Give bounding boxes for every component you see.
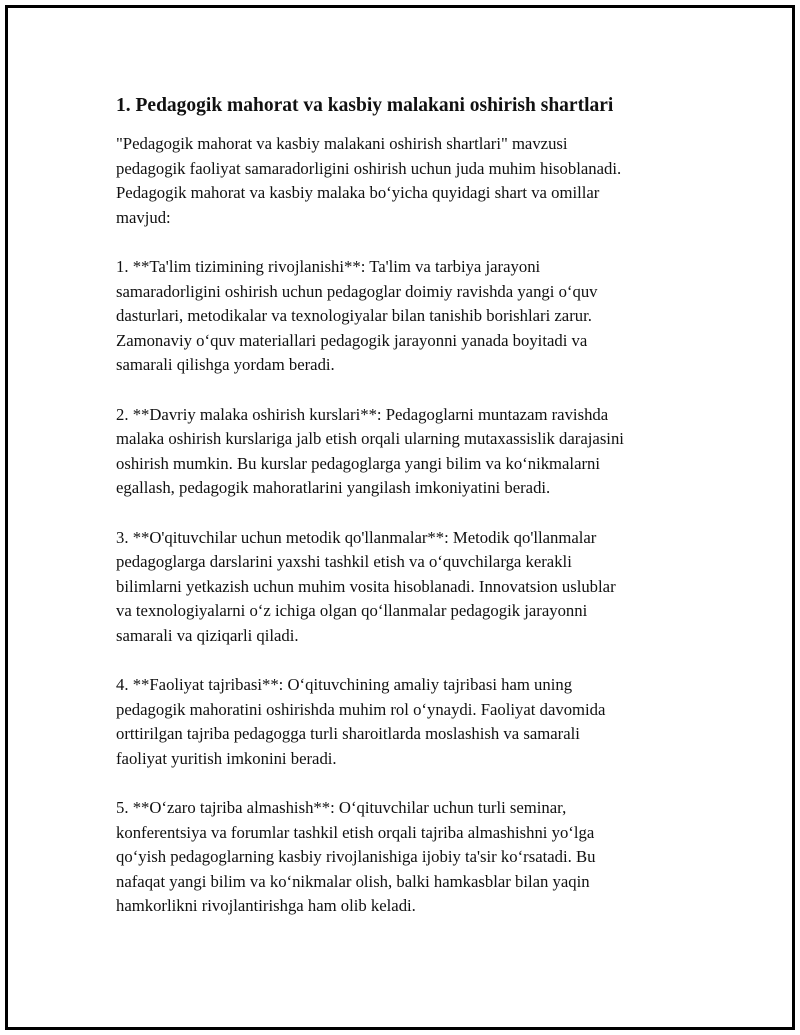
list-item-5: 5. **O‘zaro tajriba almashish**: O‘qituvchilar uchun turli seminar, konferentsiya va forumlar tashkil etish orqali tajriba almashishni yo‘lga qo‘yish pedagoglarning kasbiy rivojlanishiga ijobiy ta'sir ko‘rsatadi. Bu nafaqat yangi bilim va ko‘nikmalar olish, balki hamkasblar bilan yaqin hamkorlikni rivojlantirishga ham olib keladi.: [116, 798, 596, 916]
document-body: [116, 92, 676, 919]
intro-paragraph: "Pedagogik mahorat va kasbiy malakani oshirish shartlari" mavzusi pedagogik faoliyat samaradorligini oshirish uchun juda muhim hisoblanadi. Pedagogik mahorat va kasbiy malaka bo‘yicha quyidagi shart va omillar mavjud:: [116, 134, 622, 227]
list-item-1: 1. **Ta'lim tizimining rivojlanishi**: Ta'lim va tarbiya jarayoni samaradorligini oshirish uchun pedagoglar doimiy ravishda yangi o‘quv dasturlari, metodikalar va texnologiyalar bilan tanishib borishlari zarur. Zamonaviy o‘quv materiallari pedagogik jarayonni yanada boyitadi va samarali qilishga yordam beradi.: [116, 256, 598, 375]
list-item-2: 2. **Davriy malaka oshirish kurslari**: Pedagoglarni muntazam ravishda malaka oshirish kurslariga jalb etish orqali ularning mutaxassislik darajasini oshirish mumkin. Bu kurslar pedagoglarga yangi bilim va ko‘nikmalarni egallash, pedagogik mahoratlarini yangilash imkoniyatini beradi.: [116, 404, 624, 498]
list-item-4: 4. **Faoliyat tajribasi**: O‘qituvchining amaliy tajribasi ham uning pedagogik mahoratini oshirishda muhim rol o‘ynaydi. Faoliyat davomida orttirilgan tajriba pedagogga turli sharoitlarda moslashish va samarali faoliyat yuritish imkonini beradi.: [116, 675, 606, 768]
list-item-3: 3. **O'qituvchilar uchun metodik qo'llanmalar**: Metodik qo'llanmalar pedagoglarga darslarini yaxshi tashkil etish va o‘quvchilarga kerakli bilimlarni yetkazish uchun muhim vosita hisoblanadi. Innovatsion uslublar va texnologiyalarni o‘z ichiga olgan qo‘llanmalar pedagogik jarayonni samarali va qiziqarli qiladi.: [116, 527, 616, 645]
section-heading: 1. Pedagogik mahorat va kasbiy malakani oshirish shartlari: [116, 95, 614, 116]
